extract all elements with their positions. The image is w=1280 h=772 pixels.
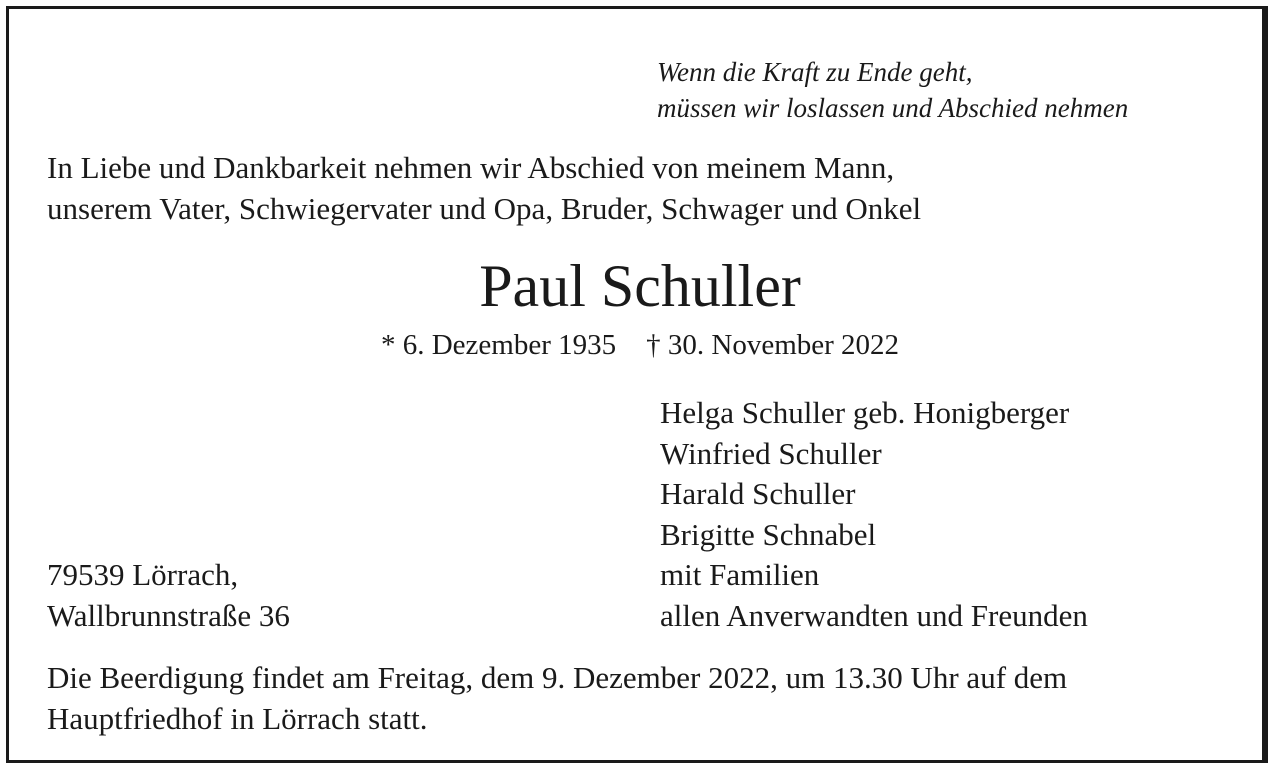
- mourner-line: mit Familien: [660, 557, 820, 592]
- funeral-details: [47, 657, 1067, 739]
- mourner-line: Helga Schuller geb. Honigberger: [660, 395, 1070, 430]
- intro-text: [47, 147, 921, 229]
- life-dates: [0, 327, 1280, 363]
- death-date: † 30. November 2022: [646, 329, 900, 361]
- motto-line: Wenn die Kraft zu Ende geht,: [657, 57, 973, 87]
- mourner-line: allen Anverwandten und Freunden: [660, 597, 1088, 633]
- mourner-line: Harald Schuller: [660, 476, 856, 511]
- address-line: Wallbrunnstraße 36: [47, 597, 290, 633]
- family-address: [47, 555, 290, 636]
- funeral-line: Hauptfriedhof in Lörrach statt.: [47, 701, 428, 736]
- mourner-line: Brigitte Schnabel: [660, 516, 877, 552]
- mourners-list: [660, 393, 1088, 636]
- address-line: 79539 Lörrach,: [47, 557, 239, 592]
- birth-date: * 6. Dezember 1935: [380, 329, 617, 361]
- deceased-name: Paul Schuller: [479, 253, 801, 319]
- intro-line: unserem Vater, Schwiegervater und Opa, Bruder, Schwager und Onkel: [47, 191, 922, 226]
- funeral-line: Die Beerdigung findet am Freitag, dem 9. Dezember 2022, um 13.30 Uhr auf dem: [47, 660, 1068, 695]
- motto-line: müssen wir loslassen und Abschied nehmen: [657, 93, 1129, 123]
- motto-verse: [657, 54, 1128, 126]
- intro-line: In Liebe und Dankbarkeit nehmen wir Abschied von meinem Mann,: [47, 150, 895, 185]
- mourner-line: Winfried Schuller: [660, 435, 882, 471]
